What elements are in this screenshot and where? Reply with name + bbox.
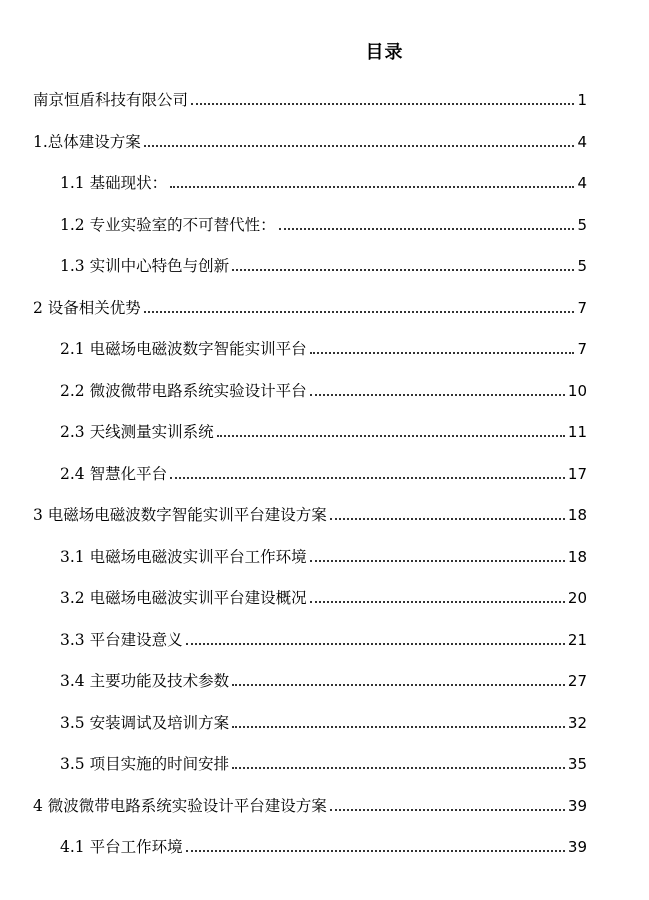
toc-entry[interactable] [60, 744, 587, 774]
toc-entry[interactable] [33, 786, 587, 816]
toc-entry[interactable] [33, 495, 587, 525]
toc-page-number: 21 [567, 630, 587, 649]
toc-page-number: 10 [567, 381, 587, 400]
toc-entry[interactable] [60, 371, 587, 401]
toc-dot-leader [279, 228, 575, 230]
toc-entry-label: 2.2 微波微带电路系统实验设计平台 [60, 381, 307, 400]
toc-dot-leader [330, 809, 565, 811]
toc-page-number: 35 [567, 755, 587, 773]
toc-entry-label: 1.2 专业实验室的不可替代性： [60, 215, 276, 234]
toc-page-number: 11 [567, 423, 587, 441]
toc-entry-label: 2.3 天线测量实训系统 [60, 423, 214, 441]
toc-dot-leader [186, 850, 565, 852]
toc-entry[interactable] [60, 205, 587, 235]
toc-page-number: 17 [567, 464, 587, 483]
toc-page-number: 1 [577, 91, 587, 109]
toc-entry[interactable] [60, 246, 587, 276]
toc-entry-label: 3.1 电磁场电磁波实训平台工作环境 [60, 547, 307, 566]
toc-entry-label: 南京恒盾科技有限公司 [33, 91, 189, 109]
toc-page-number: 5 [577, 257, 587, 275]
toc-dot-leader [232, 684, 565, 686]
toc-entry[interactable] [33, 122, 587, 152]
toc-dot-leader [310, 560, 565, 562]
toc-entry[interactable] [60, 454, 587, 484]
toc-entry-label: 3 电磁场电磁波数字智能实训平台建设方案 [33, 506, 327, 524]
toc-page-number: 18 [567, 506, 587, 524]
toc-entry[interactable] [33, 288, 587, 318]
toc-entry-label: 3.5 安装调试及培训方案 [60, 713, 230, 732]
toc-dot-leader [232, 726, 565, 728]
toc-page-number: 20 [567, 589, 587, 607]
toc-dot-leader [310, 352, 575, 354]
toc-entry-label: 1.1 基础现状： [60, 174, 168, 192]
toc-dot-leader [310, 394, 565, 396]
toc-page-number: 7 [577, 340, 587, 358]
toc-dot-leader [310, 601, 565, 603]
toc-page-number: 39 [567, 796, 587, 815]
toc-dot-leader [186, 643, 565, 645]
toc-entry[interactable] [60, 827, 587, 857]
toc-page-number: 7 [577, 298, 587, 317]
toc-entry-label: 4 微波微带电路系统实验设计平台建设方案 [33, 796, 327, 815]
toc-entry[interactable] [60, 329, 587, 359]
toc-dot-leader [170, 477, 565, 479]
toc-page-number: 4 [577, 132, 587, 151]
toc-page-number: 32 [567, 713, 587, 732]
toc-dot-leader [232, 767, 565, 769]
toc-page-number: 4 [577, 174, 587, 192]
toc-entry[interactable] [60, 537, 587, 567]
toc-entry[interactable] [60, 620, 587, 650]
toc-dot-leader [144, 145, 575, 147]
toc-entry[interactable] [60, 578, 587, 608]
toc-entry-label: 3.5 项目实施的时间安排 [60, 755, 230, 773]
toc-entry-label: 1.总体建设方案 [33, 132, 141, 151]
toc-entry-label: 3.2 电磁场电磁波实训平台建设概况 [60, 589, 307, 607]
toc-entry-label: 4.1 平台工作环境 [60, 838, 183, 856]
toc-entry-label: 2.1 电磁场电磁波数字智能实训平台 [60, 340, 307, 358]
toc-dot-leader [330, 518, 565, 520]
toc-entry[interactable] [60, 412, 587, 442]
toc-page-number: 27 [567, 672, 587, 690]
toc-dot-leader [144, 311, 575, 313]
toc-entry[interactable] [33, 80, 587, 110]
toc-dot-leader [191, 103, 574, 105]
toc-title: 目录 [365, 42, 404, 63]
toc-entry-label: 3.3 平台建设意义 [60, 630, 183, 649]
toc-entry[interactable] [60, 661, 587, 691]
toc-page-number: 5 [577, 215, 587, 234]
toc-entry-label: 2.4 智慧化平台 [60, 464, 168, 483]
toc-page-number: 39 [567, 838, 587, 856]
toc-page-number: 18 [567, 547, 587, 566]
toc-dot-leader [232, 269, 574, 271]
toc-dot-leader [170, 186, 574, 188]
toc-entry[interactable] [60, 163, 587, 193]
toc-entry-label: 2 设备相关优势 [33, 298, 141, 317]
toc-entry-label: 1.3 实训中心特色与创新 [60, 257, 230, 275]
toc-entry-label: 3.4 主要功能及技术参数 [60, 672, 230, 690]
toc-entry[interactable] [60, 703, 587, 733]
toc-dot-leader [217, 435, 565, 437]
